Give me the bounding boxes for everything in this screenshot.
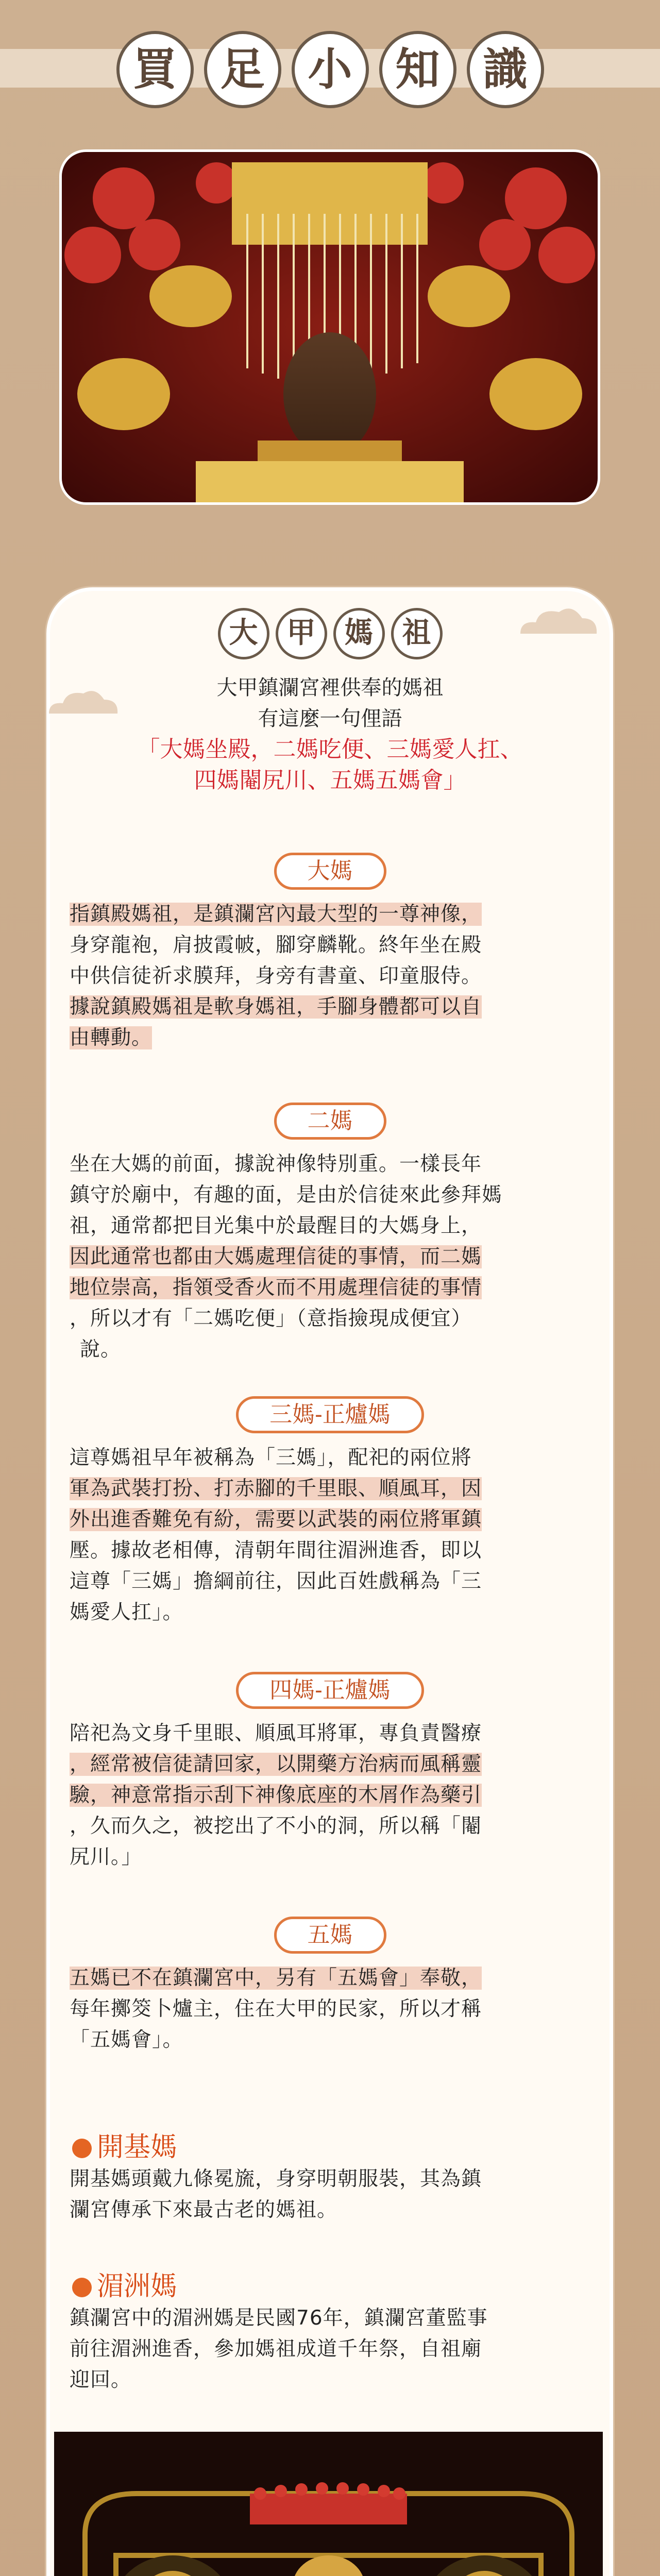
text-line: 軍為武裝打扮、打赤腳的千里眼、順風耳，因 (70, 1477, 482, 1500)
intro-text (0, 672, 660, 796)
text-line: 開基媽頭戴九條冕旒，身穿明朝服裝，其為鎮 (70, 2167, 482, 2191)
intro-line: 有這麼一句俚語 (258, 707, 402, 731)
text-line: 這尊媽祖早年被稱為「三媽」，配祀的兩位將 (70, 1446, 472, 1469)
text-line: 因此通常也都由大媽處理信徒的事情，而二媽 (70, 1245, 482, 1268)
text-line: 鎮守於廟中，有趣的面，是由於信徒來此參拜媽 (70, 1183, 503, 1207)
page-title (0, 31, 660, 108)
intro-quote: 「大媽坐殿，二媽吃便、三媽愛人扛、 (137, 736, 523, 762)
text-line: 媽愛人扛」。 (70, 1601, 183, 1624)
text-line: 祖，通常都把目光集中於最醒目的大媽身上， (70, 1214, 482, 1238)
mazu-statue-illustration (62, 152, 598, 502)
subsection-label: 湄洲媽 (97, 2271, 178, 2302)
intro-title-char: 媽 (333, 608, 385, 659)
text-line: 迎回。 (70, 2368, 132, 2392)
section-pill: 三媽-正爐媽 (236, 1396, 424, 1433)
subsection-body-kaiji (70, 2164, 590, 2226)
text-line: 中供信徒祈求膜拜，身旁有書童、印童服侍。 (70, 964, 482, 988)
section-title-sima (0, 1672, 660, 1709)
section-title-erma (0, 1103, 660, 1140)
section-title-sanma (0, 1396, 660, 1433)
title-char: 買 (116, 31, 194, 108)
intro-line: 大甲鎮瀾宮裡供奉的媽祖 (216, 676, 444, 700)
text-line: ，久而久之，被挖出了不小的洞，所以稱「閹 (70, 1815, 482, 1838)
text-line: 由轉動。 (70, 1026, 153, 1049)
header (0, 0, 660, 142)
intro-title-char: 祖 (391, 608, 443, 659)
text-line: 這尊「三媽」擔綱前往，因此百姓戲稱為「三 (70, 1570, 482, 1593)
text-line: 五媽已不在鎮瀾宮中，另有「五媽會」奉敬， (70, 1967, 482, 1990)
text-line: 陪祀為文身千里眼、順風耳將軍，專負責醫療 (70, 1722, 482, 1745)
intro-title-char: 甲 (276, 608, 327, 659)
text-line: 瀾宮傳承下來最古老的媽祖。 (70, 2198, 338, 2222)
section-title-dama (0, 853, 660, 890)
intro-title (0, 608, 660, 659)
section-title-wuma (0, 1917, 660, 1954)
title-char: 知 (379, 31, 456, 108)
mazu-statue-photo (59, 149, 600, 505)
text-line: 鎮瀾宮中的湄洲媽是民國76年，鎮瀾宮董監事 (70, 2307, 488, 2330)
intro-quote: 四媽閹尻川、五媽五媽會」 (194, 767, 466, 793)
section-body-wuma (70, 1963, 590, 2056)
text-line: 地位崇高，指領受香火而不用處理信徒的事情 (70, 1276, 482, 1299)
subsection-label: 開基媽 (97, 2132, 178, 2163)
text-line: 「五媽會」。 (70, 2028, 183, 2052)
text-line: 外出進香難免有紛，需要以武裝的兩位將軍鎮 (70, 1508, 482, 1531)
text-line: 壓。據故老相傳，清朝年間往湄洲進香，即以 (70, 1539, 482, 1562)
text-line: 驗，神意常指示刮下神像底座的木屑作為藥引 (70, 1784, 482, 1807)
text-line: 每年擲筊卜爐主，住在大甲的民家，所以才稱 (70, 1997, 482, 2021)
altar-photo (54, 2432, 603, 2576)
text-line: 坐在大媽的前面，據說神像特別重。一樣長年 (70, 1153, 482, 1176)
text-line: 據說鎮殿媽祖是軟身媽祖，手腳身體都可以自 (70, 995, 482, 1019)
subsection-body-meizhou (70, 2303, 590, 2396)
subsection-title-kaiji (72, 2125, 177, 2164)
title-char: 小 (292, 31, 369, 108)
section-pill: 四媽-正爐媽 (236, 1672, 424, 1709)
text-line: 說。 (80, 1338, 122, 1361)
text-line: 指鎮殿媽祖，是鎮瀾宮內最大型的一尊神像， (70, 903, 482, 926)
subsection-title-meizhou (72, 2264, 177, 2303)
title-char: 識 (467, 31, 544, 108)
intro-title-char: 大 (218, 608, 269, 659)
text-line: ，所以才有「二媽吃便」（意指撿現成便宜） (70, 1307, 472, 1330)
section-body-sima (70, 1718, 590, 1873)
title-char: 足 (204, 31, 281, 108)
text-line: ，經常被信徒請回家，以開藥方治病而風稱靈 (70, 1753, 482, 1776)
section-pill: 大媽 (274, 853, 386, 890)
bullet-dot-icon (72, 2278, 92, 2297)
text-line: 身穿龍袍，肩披霞帔，腳穿麟靴。終年坐在殿 (70, 934, 482, 957)
section-pill: 五媽 (274, 1917, 386, 1954)
section-body-sanma (70, 1443, 590, 1628)
section-body-erma (70, 1149, 590, 1365)
bullet-dot-icon (72, 2139, 92, 2158)
text-line: 尻川。」 (70, 1845, 142, 1869)
altar-illustration (54, 2432, 603, 2576)
section-pill: 二媽 (274, 1103, 386, 1140)
text-line: 前往湄洲進香，參加媽祖成道千年祭，自祖廟 (70, 2337, 482, 2361)
section-body-dama (70, 899, 590, 1054)
